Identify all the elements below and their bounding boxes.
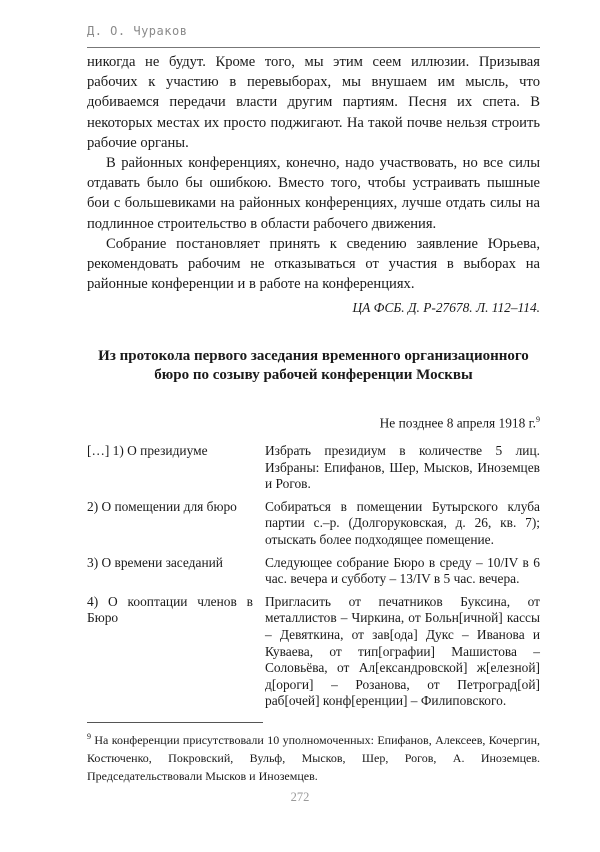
document-date	[380, 415, 540, 431]
date-text: Не позднее 8 апреля 1918 г.	[379, 415, 536, 431]
protocol-table	[87, 443, 540, 716]
table-row	[87, 443, 540, 499]
table-row	[87, 594, 540, 716]
agenda-item: […] 1) О президиуме	[87, 443, 208, 458]
agenda-item: 4) О кооптации членов в Бюро	[87, 593, 253, 626]
agenda-item: 3) О времени заседаний	[87, 554, 223, 570]
header-rule	[87, 47, 540, 48]
footnote-text: На конференции присутствовали 10 уполномоченных: Епифанов, Алексеев, Кочергин, Костюченко, Покровский, Вульф, Мысков, Шер, Рогов, А. Иноземцев. Председательствовали Мысков и Иноземцев.	[87, 733, 540, 783]
section-heading: Из протокола первого заседания временного организационного бюро по созыву рабочей конференции Москвы	[98, 348, 529, 383]
table-row	[87, 555, 540, 594]
archive-reference: ЦА ФСБ. Д. Р-27678. Л. 112–114.	[352, 300, 540, 315]
decision: Избрать президиум в количестве 5 лиц. Избраны: Епифанов, Шер, Мысков, Иноземцев и Рогов.	[265, 443, 540, 492]
table-row	[87, 499, 540, 555]
paragraph: Собрание постановляет принять к сведению заявление Юрьева, рекомендовать рабочим не отказываться от участия в выборах на районные конференции и в работе на конференциях.	[87, 235, 540, 293]
decision: Следующее собрание Бюро в среду – 10/IV в 6 час. вечера и субботу – 13/IV в 5 час. вечера.	[265, 554, 540, 587]
body-text	[87, 52, 540, 294]
paragraph: В районных конференциях, конечно, надо участвовать, но все силы отдавать было бы ошибкою. Вместо того, чтобы устраивать пышные бои с большевиками на районных конференциях, лучше отдать силы на подлинное строительство в области рабочего движения.	[87, 155, 540, 232]
footnote-mark: 9	[87, 732, 91, 741]
footnote-ref: 9	[536, 415, 540, 424]
decision: Собираться в помещении Бутырского клуба партии с.–р. (Долгоруковская, д. 26, кв. 7); отыскать более подходящее помещение.	[265, 498, 540, 547]
paragraph: никогда не будут. Кроме того, мы этим сеем иллюзии. Призывая рабочих к участию в перевыборах, мы внушаем им мысль, что добиваемся передачи власти другим партиям. Песня их спета. В некоторых местах их просто поджигают. На такой почве нельзя строить рабочие органы.	[87, 54, 540, 151]
running-head: Д. О. Чураков	[87, 24, 188, 38]
footnote	[87, 728, 540, 785]
agenda-item: 2) О помещении для бюро	[87, 498, 237, 514]
decision: Пригласить от печатников Буксина, от металлистов – Чиркина, от Больн[ичной] кассы – Девяткина, от зав[ода] Дукс – Иванова и Куваева, от тип[ографии] Машистова – Соловьёва, от Ал[ександровской] ж[елезной] д[ороги] – Розанова, от Петроград[ой] раб[очей] конф[еренции] – Филиповского.	[265, 593, 540, 709]
footnote-rule	[87, 722, 263, 723]
page-number: 272	[290, 790, 310, 804]
